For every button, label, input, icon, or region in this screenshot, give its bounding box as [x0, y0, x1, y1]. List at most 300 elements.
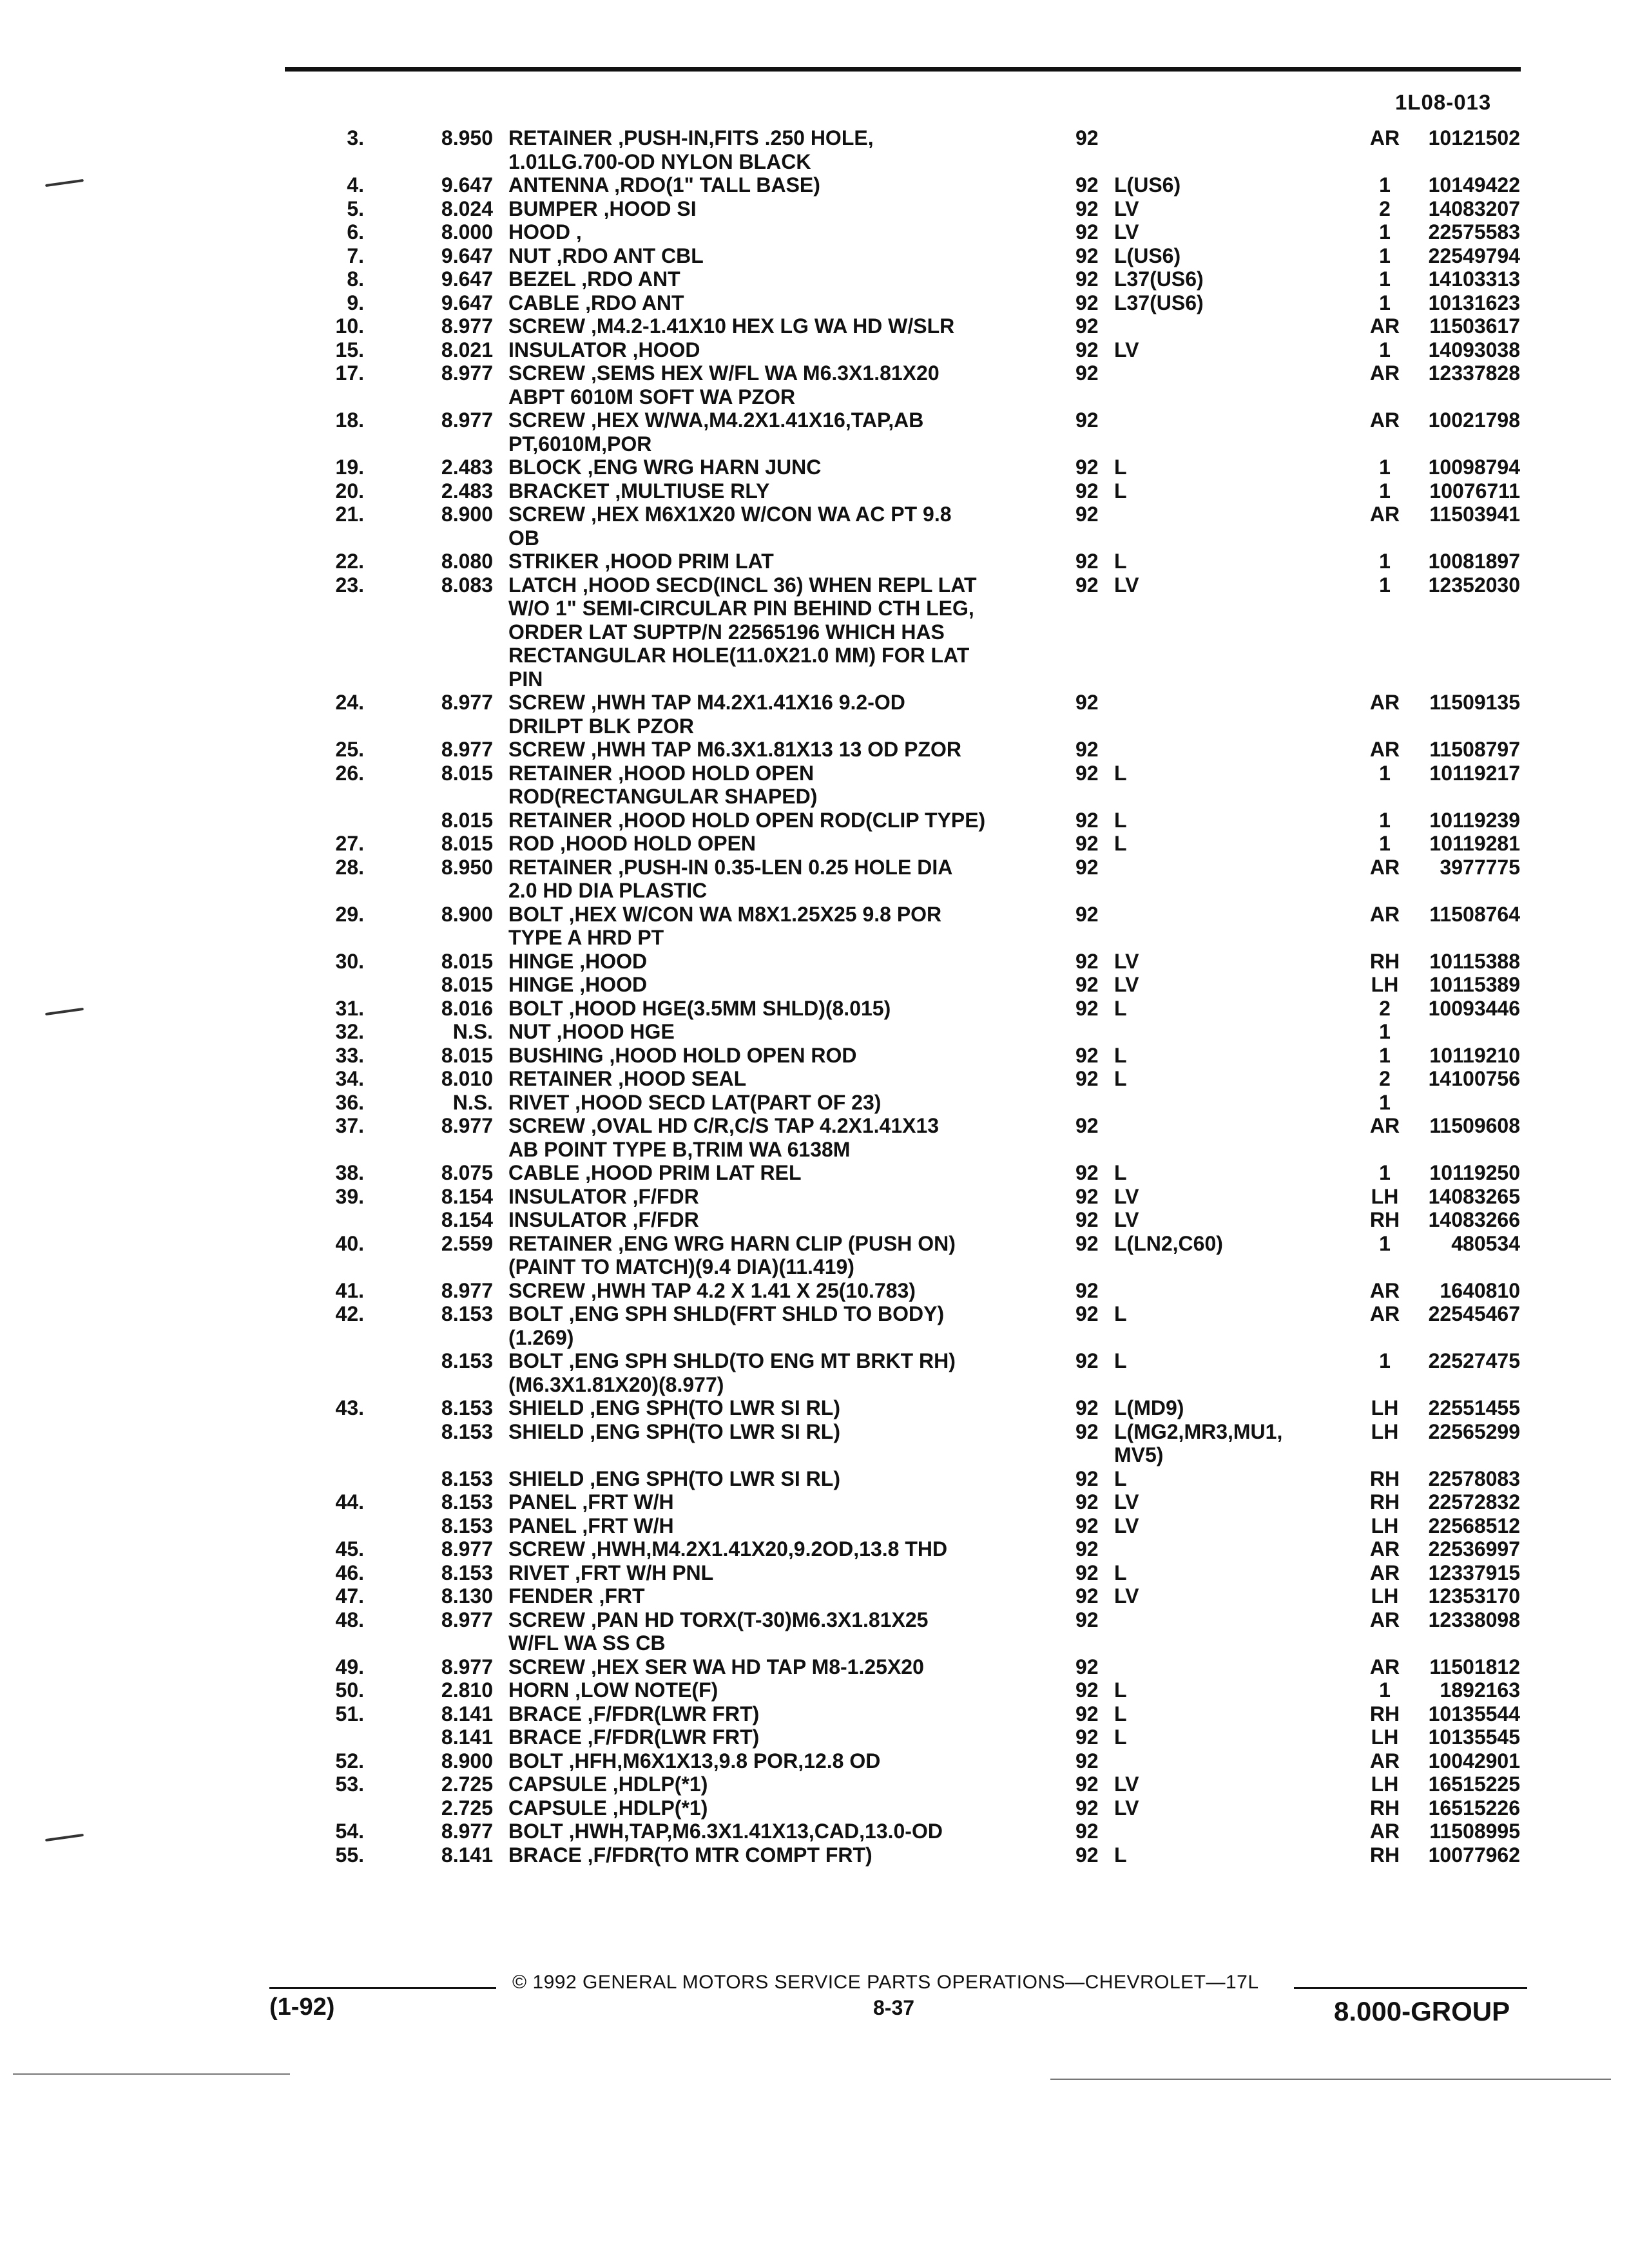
model-year: 92	[1075, 973, 1099, 996]
model-code: L37(US6)	[1114, 267, 1204, 291]
part-name: INSULATOR	[508, 1208, 633, 1231]
group-number: 8.015	[441, 761, 493, 785]
part-detail: ,HOOD	[579, 973, 648, 996]
ref-number: 31.	[335, 996, 364, 1020]
quantity: LH	[1371, 1184, 1399, 1208]
parts-row	[303, 456, 1540, 479]
group-number: 9.647	[441, 173, 493, 197]
model-code: L	[1114, 1725, 1127, 1749]
part-name: HOOD	[508, 220, 576, 244]
model-year: 92	[1075, 408, 1099, 432]
part-description	[508, 1020, 1037, 1044]
ref-number: 37.	[335, 1114, 364, 1137]
part-detail: ,HOOD HOLD OPEN	[560, 832, 757, 855]
model-year: 92	[1075, 1396, 1099, 1419]
ref-number: 55.	[335, 1843, 364, 1867]
ref-number: 33.	[335, 1043, 364, 1067]
model-year: 92	[1075, 1349, 1099, 1372]
ref-number: 17.	[335, 361, 364, 385]
part-number: 22545467	[1428, 1302, 1520, 1325]
parts-row	[303, 503, 1540, 550]
ref-number: 32.	[335, 1020, 364, 1043]
quantity: AR	[1369, 1278, 1400, 1302]
parts-row	[303, 1185, 1540, 1209]
group-number: 8.153	[441, 1302, 493, 1325]
ref-number: 29.	[335, 902, 364, 926]
ref-number: 19.	[335, 456, 364, 479]
part-number: 10021798	[1428, 408, 1520, 432]
part-detail: ,HOOD PRIM LAT	[604, 550, 774, 573]
part-description	[508, 1185, 1037, 1209]
model-year: 92	[1075, 1466, 1099, 1490]
part-name: CAPSULE	[508, 1796, 613, 1820]
part-detail: ,M4.2-1.41X10 HEX LG WA HD W/SLR	[591, 314, 955, 338]
model-code: L	[1114, 1843, 1127, 1867]
parts-row	[303, 856, 1540, 903]
part-description	[508, 1208, 1037, 1232]
part-name: SHIELD	[508, 1466, 590, 1490]
part-number: 10119210	[1429, 1043, 1520, 1067]
part-detail: ,HOOD	[579, 949, 648, 973]
part-name: RETAINER	[508, 855, 619, 879]
model-year: 92	[1075, 1208, 1099, 1231]
part-name: BUSHING	[508, 1043, 610, 1067]
quantity: 1	[1379, 479, 1391, 503]
part-name: SCREW	[508, 1278, 591, 1302]
part-detail: ,FRT W/H PNL	[575, 1561, 714, 1584]
model-year: 92	[1075, 832, 1099, 855]
part-number: 11508995	[1429, 1820, 1520, 1843]
model-year: 92	[1075, 902, 1099, 926]
part-name: RETAINER	[508, 1067, 619, 1090]
part-description	[508, 550, 1037, 573]
quantity: 1	[1379, 456, 1391, 479]
group-number: 9.647	[441, 267, 493, 291]
group-number: 8.154	[441, 1208, 493, 1231]
quantity: RH	[1369, 1466, 1400, 1490]
part-description	[508, 1561, 1037, 1585]
part-name: RIVET	[508, 1090, 575, 1114]
part-name: NUT	[508, 1020, 557, 1043]
parts-row	[303, 1820, 1540, 1843]
ref-number: 30.	[335, 949, 364, 973]
model-code: L	[1114, 1561, 1127, 1584]
part-description	[508, 1044, 1037, 1068]
parts-row	[303, 314, 1540, 338]
group-number: 8.977	[441, 1537, 493, 1561]
quantity: 1	[1379, 338, 1391, 361]
group-number: 8.977	[441, 1655, 493, 1678]
part-detail: ,PUSH-IN 0.35-LEN 0.25 HOLE DIA 2.0 HD DIA PLASTIC	[508, 855, 953, 902]
ref-number: 3.	[347, 126, 364, 149]
part-detail: ,ENG SPH(TO LWR SI RL)	[590, 1466, 840, 1490]
part-number: 10081897	[1428, 550, 1520, 573]
model-year: 92	[1075, 1490, 1099, 1514]
part-detail: ,HOOD SEAL	[618, 1067, 747, 1090]
part-description	[508, 1232, 1037, 1279]
group-number: 8.000	[441, 220, 493, 244]
part-description	[508, 1796, 1037, 1820]
model-code: LV	[1114, 1773, 1139, 1796]
part-detail: ,F/FDR	[632, 1208, 699, 1231]
part-description	[508, 1279, 1037, 1303]
model-year: 92	[1075, 1278, 1099, 1302]
model-year: 92	[1075, 197, 1099, 220]
part-number: 11503941	[1429, 503, 1520, 526]
part-number: 1640810	[1440, 1278, 1520, 1302]
quantity: LH	[1371, 973, 1399, 996]
part-description	[508, 220, 1037, 244]
part-description	[508, 1490, 1037, 1514]
parts-row	[303, 1232, 1540, 1279]
parts-row	[303, 762, 1540, 809]
model-year: 92	[1075, 1843, 1099, 1867]
quantity: AR	[1369, 855, 1400, 879]
parts-row	[303, 1114, 1540, 1161]
ref-number: 53.	[335, 1773, 364, 1796]
parts-row	[303, 1279, 1540, 1303]
part-number: 10119217	[1429, 761, 1520, 785]
group-number: 8.153	[441, 1419, 493, 1443]
part-detail: ,F/FDR(LWR FRT)	[587, 1702, 760, 1725]
model-year: 92	[1075, 361, 1099, 385]
model-code: L(US6)	[1114, 173, 1181, 197]
model-year: 92	[1075, 1161, 1099, 1184]
part-name: SCREW	[508, 1537, 591, 1561]
ref-number: 45.	[335, 1537, 364, 1561]
part-detail: ,HOOD HOLD OPEN ROD(CLIP TYPE)	[618, 808, 986, 832]
model-year: 92	[1075, 291, 1099, 314]
ref-number: 24.	[335, 691, 364, 714]
part-name: HINGE	[508, 949, 580, 973]
part-description	[508, 479, 1037, 503]
part-detail: ,HFH,M6X1X13,9.8 POR,12.8 OD	[568, 1749, 881, 1773]
part-detail: ,HWH TAP M4.2X1.41X16 9.2-OD DRILPT BLK PZOR	[508, 691, 905, 738]
ref-number: 38.	[335, 1161, 364, 1184]
part-name: RETAINER	[508, 808, 619, 832]
part-number: 10119281	[1429, 832, 1520, 855]
ref-number: 47.	[335, 1584, 364, 1608]
part-description	[508, 1702, 1037, 1726]
group-number: 8.900	[441, 503, 493, 526]
quantity: 2	[1379, 1067, 1391, 1090]
part-number: 10077962	[1428, 1843, 1520, 1867]
part-number: 22568512	[1428, 1514, 1520, 1537]
parts-row	[303, 267, 1540, 291]
part-number: 12338098	[1428, 1608, 1520, 1631]
parts-row	[303, 291, 1540, 315]
model-code: L	[1114, 1067, 1127, 1090]
parts-row	[303, 1749, 1540, 1773]
part-description	[508, 338, 1037, 362]
ref-number: 49.	[335, 1655, 364, 1678]
quantity: 1	[1379, 1020, 1391, 1043]
part-number: 14093038	[1428, 338, 1520, 361]
part-number: 11503617	[1429, 314, 1520, 338]
quantity: AR	[1369, 1561, 1400, 1584]
group-number: 8.154	[441, 1184, 493, 1208]
parts-row	[303, 1514, 1540, 1538]
part-description	[508, 267, 1037, 291]
quantity: 1	[1379, 173, 1391, 197]
model-year: 92	[1075, 338, 1099, 361]
part-name: SHIELD	[508, 1396, 590, 1419]
group-number: 2.725	[441, 1773, 493, 1796]
part-number: 10115388	[1429, 949, 1520, 973]
ref-number: 18.	[335, 408, 364, 432]
model-code: L	[1114, 1302, 1127, 1325]
part-number: 16515226	[1428, 1796, 1520, 1820]
group-number: 8.015	[441, 949, 493, 973]
quantity: LH	[1371, 1584, 1399, 1608]
quantity: 1	[1379, 761, 1391, 785]
model-year: 92	[1075, 855, 1099, 879]
ref-number: 5.	[347, 197, 364, 220]
parts-row	[303, 832, 1540, 856]
part-detail: ,FRT W/H	[582, 1514, 674, 1537]
group-number: N.S.	[452, 1090, 493, 1114]
model-year: 92	[1075, 1796, 1099, 1820]
ref-number: 41.	[335, 1278, 364, 1302]
part-description	[508, 1067, 1037, 1091]
part-number: 22575583	[1428, 220, 1520, 244]
part-description	[508, 1114, 1037, 1161]
part-description	[508, 1302, 1037, 1349]
model-year: 92	[1075, 314, 1099, 338]
quantity: 1	[1379, 808, 1391, 832]
ref-number: 48.	[335, 1608, 364, 1631]
part-number: 22549794	[1428, 244, 1520, 267]
model-year: 92	[1075, 1537, 1099, 1561]
model-year: 92	[1075, 1820, 1099, 1843]
part-name: CAPSULE	[508, 1773, 613, 1796]
quantity: AR	[1369, 1608, 1400, 1631]
part-number: 14100756	[1428, 1067, 1520, 1090]
part-number: 11509135	[1429, 691, 1520, 714]
model-year: 92	[1075, 1302, 1099, 1325]
ref-number: 51.	[335, 1702, 364, 1725]
part-name: BOLT	[508, 1302, 569, 1325]
parts-row	[303, 1208, 1540, 1232]
part-description	[508, 314, 1037, 338]
part-number: 480534	[1451, 1231, 1520, 1255]
part-number: 3977775	[1440, 855, 1520, 879]
parts-row	[303, 691, 1540, 738]
parts-row	[303, 573, 1540, 691]
part-detail: ,RDO ANT	[585, 291, 684, 314]
part-name: SCREW	[508, 738, 591, 761]
model-code: L	[1114, 832, 1127, 855]
part-name: BOLT	[508, 996, 569, 1020]
part-number: 10119239	[1429, 808, 1520, 832]
part-description	[508, 1655, 1037, 1679]
part-detail: ,HOOD SI	[603, 197, 697, 220]
model-year: 92	[1075, 1749, 1099, 1773]
group-number: 8.015	[441, 973, 493, 996]
parts-list	[303, 126, 1540, 1867]
part-description	[508, 1584, 1037, 1608]
group-number: 8.977	[441, 738, 493, 761]
group-number: 8.977	[441, 1278, 493, 1302]
part-detail: ,SEMS HEX W/FL WA M6.3X1.81X20 ABPT 6010M SOFT WA PZOR	[508, 361, 940, 408]
part-detail: ,RDO ANT CBL	[556, 244, 704, 267]
ref-number: 15.	[335, 338, 364, 361]
part-number: 10135545	[1428, 1725, 1520, 1749]
parts-row	[303, 220, 1540, 244]
part-detail: ,HOOD SECD(INCL 36) WHEN REPL LAT W/O 1" SEMI-CIRCULAR PIN BEHIND CTH LEG, ORDER LAT SUPTP/N 22565196 WHICH HAS RECTANGULAR HOLE(11.0X21.0 MM) FOR LAT PIN	[508, 573, 977, 691]
model-year: 92	[1075, 479, 1099, 503]
part-description	[508, 1820, 1037, 1843]
model-year: 92	[1075, 1514, 1099, 1537]
parts-row	[303, 1020, 1540, 1044]
parts-row	[303, 903, 1540, 950]
ref-number: 21.	[335, 503, 364, 526]
model-code: L(LN2,C60)	[1114, 1231, 1223, 1255]
parts-row	[303, 244, 1540, 268]
model-code: L	[1114, 1161, 1127, 1184]
quantity: 1	[1379, 573, 1391, 597]
parts-row	[303, 738, 1540, 762]
parts-row	[303, 1490, 1540, 1514]
ref-number: 6.	[347, 220, 364, 244]
part-detail: ,HEX M6X1X20 W/CON WA AC PT 9.8 OB	[508, 503, 952, 550]
model-code: L	[1114, 1349, 1127, 1372]
part-detail: ,FRT	[599, 1584, 645, 1608]
part-number: 10131623	[1428, 291, 1520, 314]
parts-row	[303, 361, 1540, 408]
quantity: 1	[1379, 244, 1391, 267]
part-name: BOLT	[508, 1820, 569, 1843]
model-year: 92	[1075, 126, 1099, 149]
part-name: CABLE	[508, 291, 586, 314]
part-number: 10149422	[1428, 173, 1520, 197]
part-number: 14103313	[1428, 267, 1520, 291]
model-code: L(MG2,MR3,MU1, MV5)	[1114, 1419, 1283, 1466]
model-code: L	[1114, 550, 1127, 573]
model-year: 92	[1075, 1114, 1099, 1137]
quantity: 1	[1379, 220, 1391, 244]
model-year: 92	[1075, 1608, 1099, 1631]
quantity: RH	[1369, 1208, 1400, 1231]
group-number: 8.015	[441, 832, 493, 855]
part-name: RETAINER	[508, 761, 619, 785]
parts-row	[303, 1678, 1540, 1702]
quantity: AR	[1369, 361, 1400, 385]
group-number: 8.153	[441, 1396, 493, 1419]
model-code: L	[1114, 1678, 1127, 1702]
model-year: 92	[1075, 808, 1099, 832]
parts-row	[303, 1420, 1540, 1467]
parts-row	[303, 1044, 1540, 1068]
part-name: HORN	[508, 1678, 575, 1702]
part-detail: ,HEX W/WA,M4.2X1.41X16,TAP,AB PT,6010M,POR	[508, 408, 924, 456]
quantity: RH	[1369, 1702, 1400, 1725]
ref-number: 36.	[335, 1090, 364, 1114]
group-number: 2.725	[441, 1796, 493, 1820]
part-detail: ,HWH TAP 4.2 X 1.41 X 25(10.783)	[591, 1278, 916, 1302]
part-description	[508, 832, 1037, 856]
date-code: (1-92)	[269, 1994, 335, 2021]
part-detail: ,HOOD	[632, 338, 700, 361]
scan-line	[13, 2073, 290, 2075]
part-number: 22578083	[1428, 1466, 1520, 1490]
parts-row	[303, 809, 1540, 832]
model-code: LV	[1114, 338, 1139, 361]
parts-row	[303, 1773, 1540, 1796]
part-detail: ,HDLP(*1)	[612, 1773, 708, 1796]
group-number: 8.977	[441, 314, 493, 338]
quantity: LH	[1371, 1396, 1399, 1419]
quantity: LH	[1371, 1514, 1399, 1537]
part-name: LATCH	[508, 573, 583, 597]
model-code: LV	[1114, 1208, 1139, 1231]
parts-row	[303, 1161, 1540, 1185]
part-name: SCREW	[508, 1608, 591, 1631]
part-detail: ,HWH TAP M6.3X1.81X13 13 OD PZOR	[591, 738, 961, 761]
parts-row	[303, 1349, 1540, 1396]
model-year: 92	[1075, 1184, 1099, 1208]
parts-row	[303, 1843, 1540, 1867]
ref-number: 40.	[335, 1231, 364, 1255]
model-code: LV	[1114, 1514, 1139, 1537]
parts-row	[303, 1584, 1540, 1608]
part-name: BLOCK	[508, 456, 588, 479]
ref-number: 42.	[335, 1302, 364, 1325]
quantity: AR	[1369, 738, 1400, 761]
part-name: PANEL	[508, 1490, 583, 1514]
model-year: 92	[1075, 1773, 1099, 1796]
ref-number: 26.	[335, 761, 364, 785]
part-description	[508, 126, 1037, 173]
part-detail: ,HOOD HGE	[556, 1020, 675, 1043]
group-number: 8.977	[441, 691, 493, 714]
part-name: SCREW	[508, 408, 591, 432]
part-number: 14083266	[1428, 1208, 1520, 1231]
group-number: 2.810	[441, 1678, 493, 1702]
model-year: 92	[1075, 1043, 1099, 1067]
part-name: STRIKER	[508, 550, 605, 573]
part-detail: ,HDLP(*1)	[612, 1796, 708, 1820]
model-code: L	[1114, 808, 1127, 832]
model-year: 92	[1075, 1231, 1099, 1255]
footer-rule-right	[1294, 1987, 1527, 1989]
group-number: 2.483	[441, 479, 493, 503]
part-name: BUMPER	[508, 197, 604, 220]
model-year: 92	[1075, 573, 1099, 597]
part-detail: ,LOW NOTE(F)	[575, 1678, 718, 1702]
group-number: 8.075	[441, 1161, 493, 1184]
quantity: AR	[1369, 1749, 1400, 1773]
part-number: 1892163	[1440, 1678, 1520, 1702]
parts-row	[303, 1302, 1540, 1349]
group-number: 8.083	[441, 573, 493, 597]
part-detail: ,PAN HD TORX(T-30)M6.3X1.81X25 W/FL WA SS CB	[508, 1608, 929, 1655]
part-number: 12337915	[1428, 1561, 1520, 1584]
quantity: AR	[1369, 1820, 1400, 1843]
quantity: RH	[1369, 1490, 1400, 1514]
model-code: L	[1114, 1466, 1127, 1490]
part-description	[508, 1514, 1037, 1538]
group-number: 8.010	[441, 1067, 493, 1090]
quantity: RH	[1369, 949, 1400, 973]
part-number: 10115389	[1429, 973, 1520, 996]
ref-number: 43.	[335, 1396, 364, 1419]
model-code: L	[1114, 761, 1127, 785]
ref-number: 44.	[335, 1490, 364, 1514]
footer-rule-left	[269, 1987, 496, 1989]
group-number: 8.153	[441, 1514, 493, 1537]
ref-number: 7.	[347, 244, 364, 267]
